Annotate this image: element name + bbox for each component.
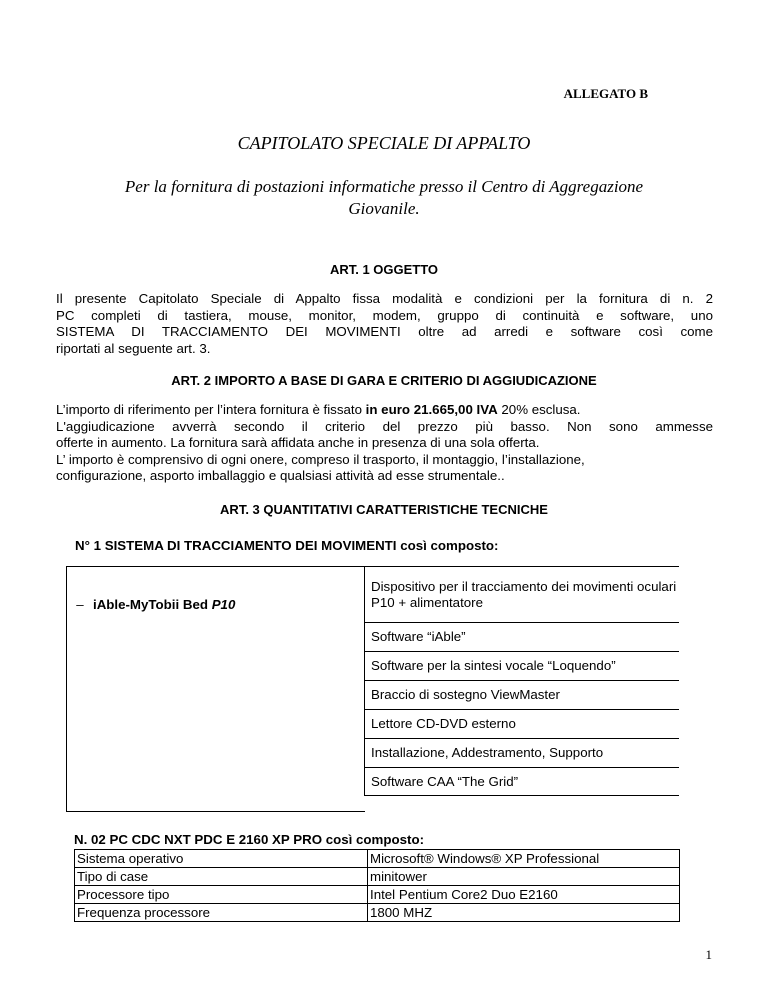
tracking-system-title: N° 1 SISTEMA DI TRACCIAMENTO DEI MOVIMENTI così composto: <box>75 538 499 553</box>
bullet-dash: – <box>76 597 84 612</box>
art2-amount-pre: L’importo di riferimento per l’intera fornitura è fissato <box>56 402 366 417</box>
art1-paragraph <box>56 291 713 357</box>
table-row <box>75 868 680 886</box>
art2-line: L’ importo è comprensivo di ogni onere, compreso il trasporto, il montaggio, l’installazione, <box>56 451 585 467</box>
page-number: 1 <box>705 947 712 962</box>
art2-heading: ART. 2 IMPORTO A BASE DI GARA E CRITERIO DI AGGIUDICAZIONE <box>171 373 597 388</box>
spec-value: minitower <box>368 868 680 886</box>
tracking-item: Software per la sintesi vocale “Loquendo” <box>365 651 679 680</box>
art1-line: Il presente Capitolato Speciale di Appalto fissa modalità e condizioni per la fornitura di n. 2 <box>56 291 713 306</box>
art1-line: PC completi di tastiera, mouse, monitor, modem, gruppo di continuità e software, uno <box>56 307 713 323</box>
art2-paragraph <box>56 402 713 485</box>
document-subtitle: Per la fornitura di postazioni informatiche presso il Centro di Aggregazione Giovanile. <box>124 177 644 218</box>
spec-label: Frequenza processore <box>75 904 368 922</box>
art2-amount: in euro 21.665,00 IVA <box>365 402 498 417</box>
art2-amount-post: 20% esclusa. <box>497 402 581 417</box>
tracking-product-name: iAble-MyTobii Bed <box>93 597 212 612</box>
tracking-item: Software “iAble” <box>365 622 679 651</box>
tracking-item: Software CAA “The Grid” <box>365 767 679 796</box>
tracking-item: Braccio di sostegno ViewMaster <box>365 680 679 709</box>
table-row <box>75 904 680 922</box>
art2-line <box>56 402 713 419</box>
spec-value: Microsoft® Windows® XP Professional <box>368 850 680 868</box>
art1-heading: ART. 1 OGGETTO <box>329 262 439 277</box>
tracking-system-table <box>66 566 678 812</box>
spec-label: Processore tipo <box>75 886 368 904</box>
tracking-product-cell <box>66 566 365 812</box>
art1-line: SISTEMA DI TRACCIAMENTO DEI MOVIMENTI oltre ad arredi e software così come <box>56 324 713 339</box>
art2-line: configurazione, asporto imballaggio e qualsiasi attività ad esse strumentale.. <box>56 468 505 483</box>
tracking-item: Installazione, Addestramento, Supporto <box>365 738 679 767</box>
pc-spec-title: N. 02 PC CDC NXT PDC E 2160 XP PRO così composto: <box>74 832 424 847</box>
spec-value: Intel Pentium Core2 Duo E2160 <box>368 886 680 904</box>
tracking-product <box>67 597 235 612</box>
tracking-items-column <box>364 566 679 796</box>
table-row <box>75 850 680 868</box>
spec-label: Tipo di case <box>75 868 368 886</box>
annex-label: ALLEGATO B <box>563 86 648 101</box>
tracking-product-model: P10 <box>211 597 236 612</box>
pc-spec-table <box>74 849 680 922</box>
art2-line: L'aggiudicazione avverrà secondo il criterio del prezzo più basso. Non sono ammesse <box>56 418 713 434</box>
spec-value: 1800 MHZ <box>368 904 680 922</box>
tracking-item: Lettore CD-DVD esterno <box>365 709 679 738</box>
art2-line: offerte in aumento. La fornitura sarà affidata anche in presenza di una sola offerta. <box>56 435 540 450</box>
spec-label: Sistema operativo <box>75 850 368 868</box>
document-title: CAPITOLATO SPECIALE DI APPALTO <box>237 133 531 153</box>
tracking-item: Dispositivo per il tracciamento dei movimenti oculari P10 + alimentatore <box>365 566 679 622</box>
art1-line: riportati al seguente art. 3. <box>56 340 211 356</box>
table-row <box>75 886 680 904</box>
art3-heading: ART. 3 QUANTITATIVI CARATTERISTICHE TECNICHE <box>220 502 548 517</box>
